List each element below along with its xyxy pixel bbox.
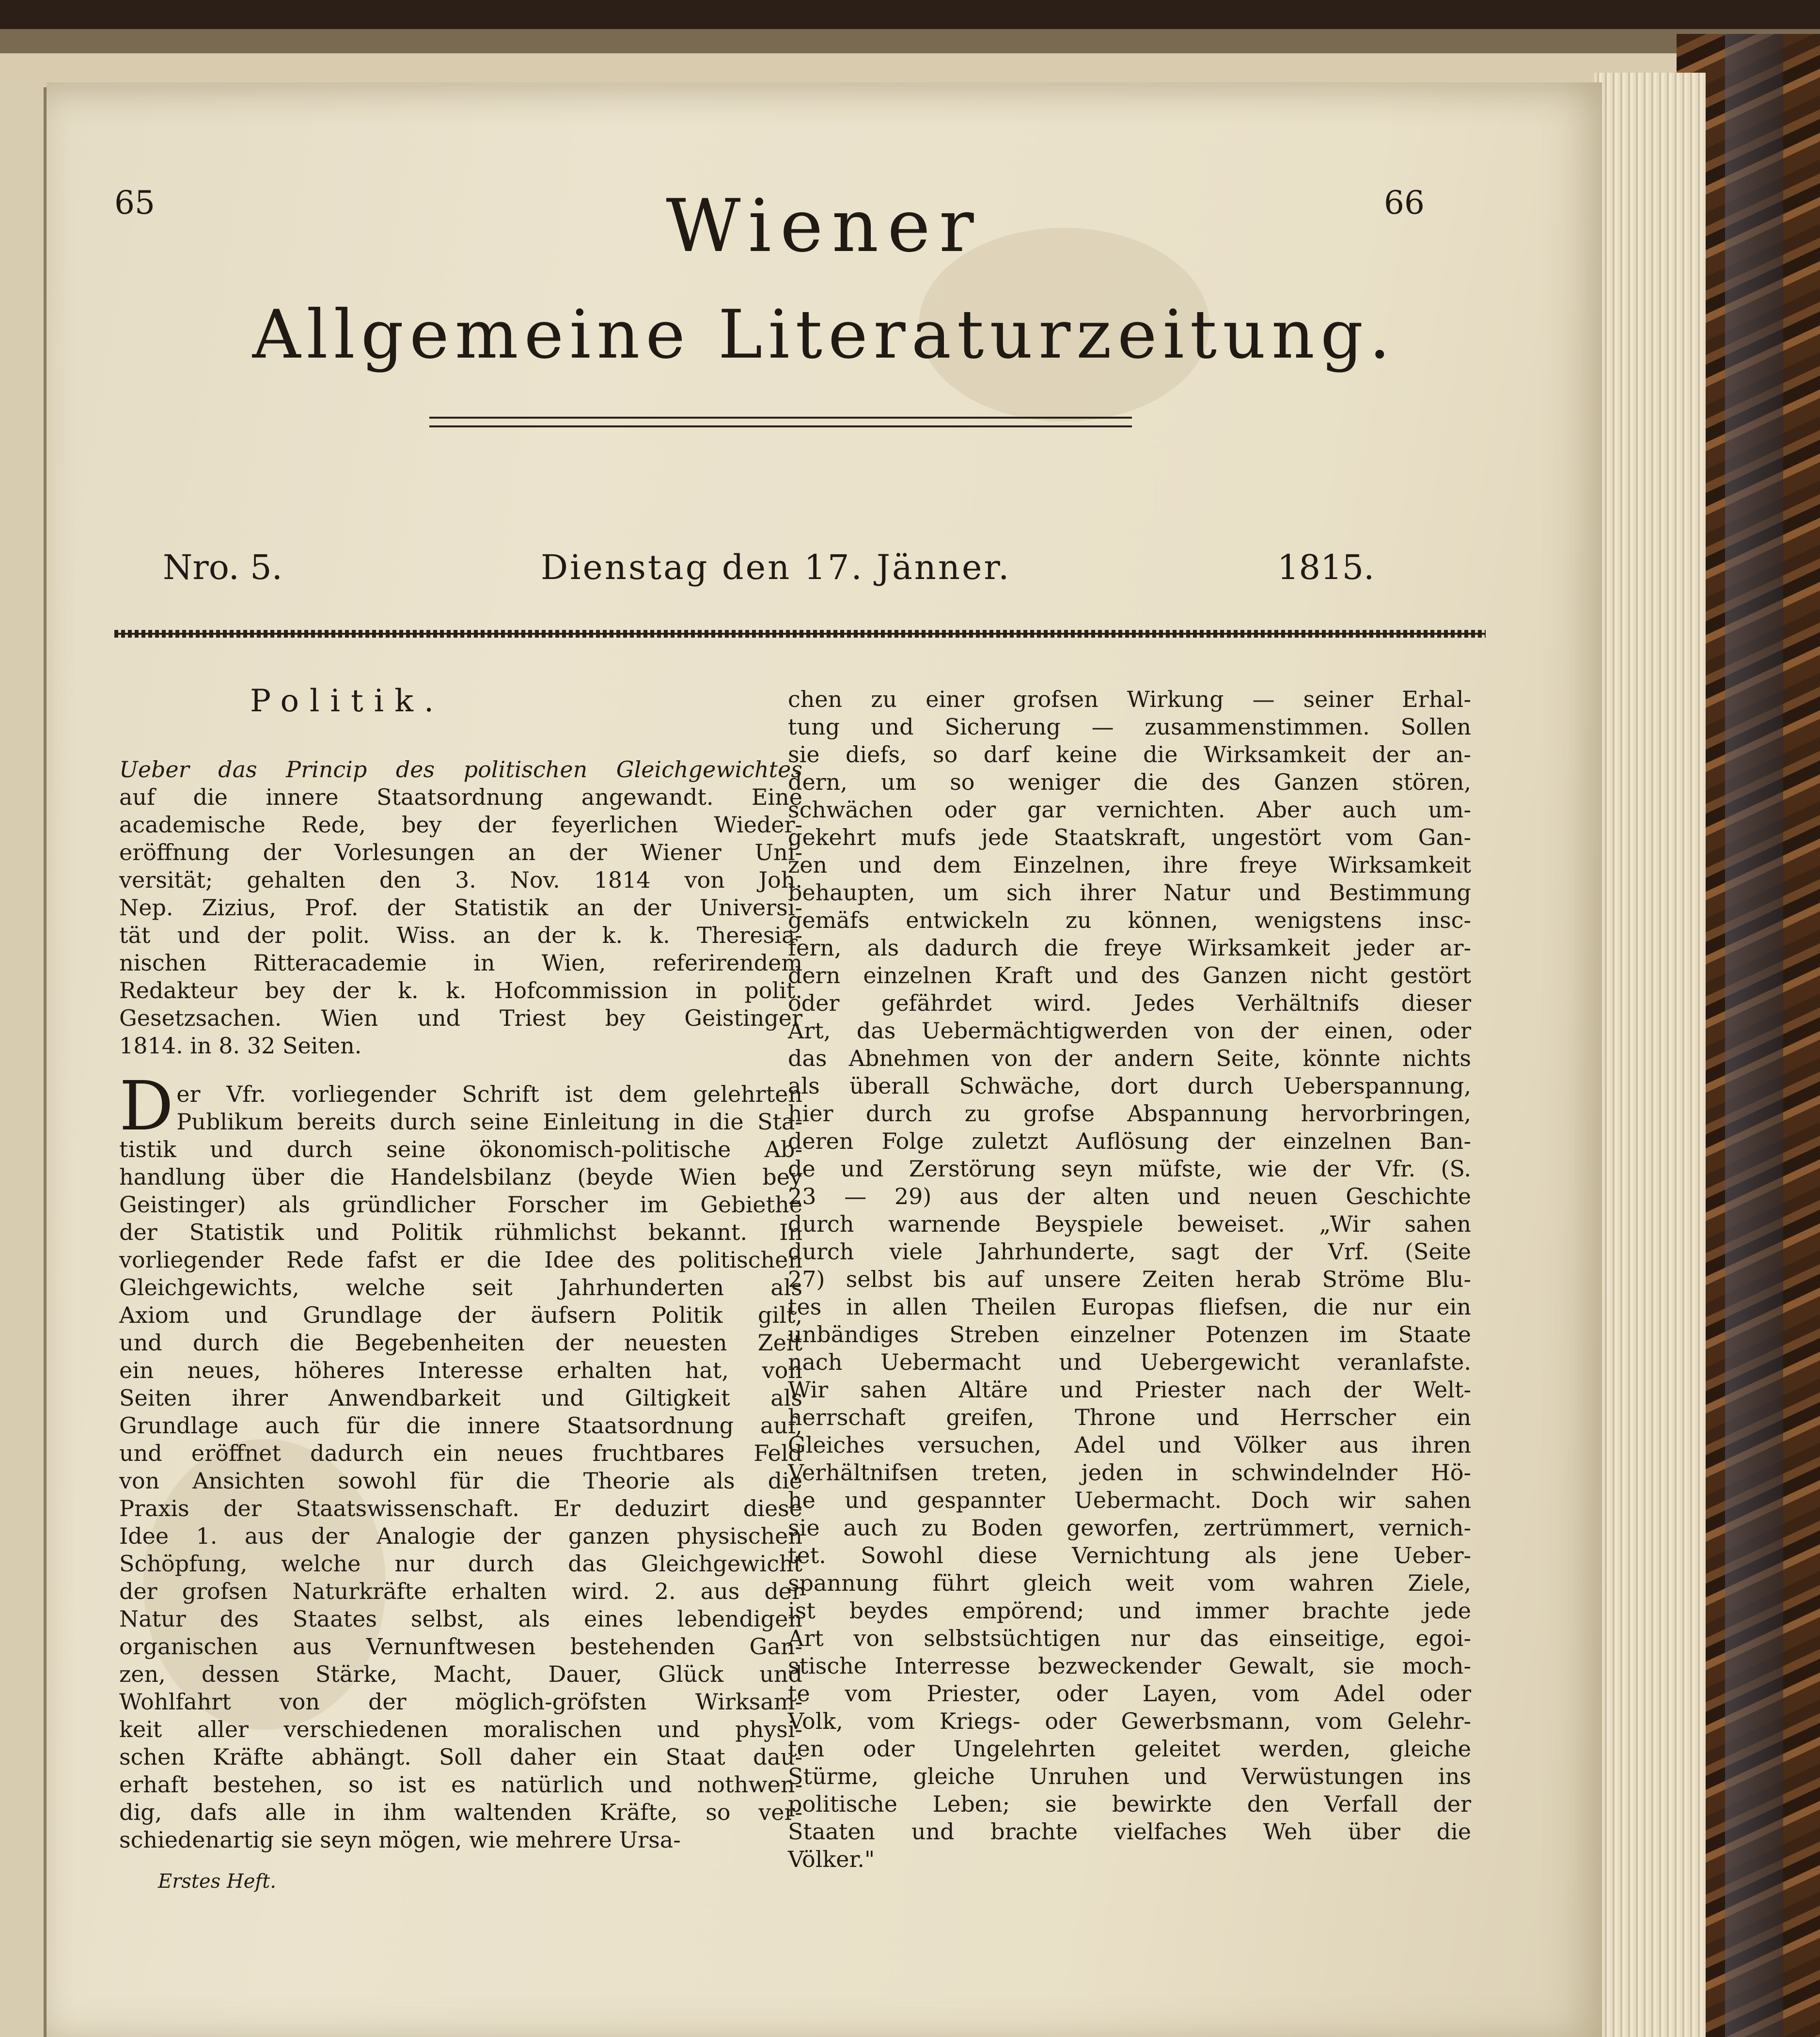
- text-line: zen, dessen Stärke, Macht, Dauer, Glück und: [119, 1661, 802, 1687]
- text-line: de und Zerstörung seyn müfste, wie der Vfr. (S.: [788, 1156, 1471, 1182]
- issue-year: 1815.: [1277, 548, 1375, 587]
- text-line: hier durch zu grofse Abspannung hervorbringen,: [788, 1100, 1471, 1127]
- text-line: ten oder Ungelehrten geleitet werden, gleiche: [788, 1736, 1471, 1762]
- text-line: Schöpfung, welche nur durch das Gleichgewicht: [119, 1551, 802, 1577]
- text-line: Gesetzsachen. Wien und Triest bey Geistinger: [119, 1005, 802, 1031]
- text-line: Nep. Zizius, Prof. der Statistik an der Universi-: [119, 894, 802, 921]
- text-line: dig, dafs alle in ihm waltenden Kräfte, so ver-: [119, 1799, 802, 1825]
- text-line: und durch die Begebenheiten der neuesten Zeit: [119, 1330, 802, 1356]
- masthead-subtitle: Allgemeine Literaturzeitung.: [252, 296, 1396, 374]
- text-line: handlung über die Handelsbilanz (beyde Wien bey: [119, 1164, 802, 1190]
- text-line: Verhältnifsen treten, jeden in schwindelnder Hö-: [788, 1459, 1471, 1486]
- text-line: Stürme, gleiche Unruhen und Verwüstungen ins: [788, 1763, 1471, 1789]
- text-line: unbändiges Streben einzelner Potenzen im Staate: [788, 1321, 1471, 1348]
- text-line: ist beydes empörend; und immer brachte jede: [788, 1598, 1471, 1624]
- text-line: behaupten, um sich ihrer Natur und Bestimmung: [788, 879, 1471, 906]
- text-line: te vom Priester, oder Layen, vom Adel oder: [788, 1680, 1471, 1707]
- text-line: deren Folge zuletzt Auflösung der einzelnen Ban-: [788, 1128, 1471, 1154]
- text-line: Volk, vom Kriegs- oder Gewerbsmann, vom Gelehr-: [788, 1708, 1471, 1734]
- text-line: dern, um so weniger die des Ganzen stören,: [788, 769, 1471, 795]
- text-line: fern, als dadurch die freye Wirksamkeit jeder ar-: [788, 935, 1471, 961]
- text-line: tes in allen Theilen Europas fliefsen, die nur ein: [788, 1294, 1471, 1320]
- text-line: gemäfs entwickeln zu können, wenigstens insc-: [788, 907, 1471, 933]
- review-citation: [119, 756, 802, 1060]
- text-line: Axiom und Grundlage der äufsern Politik gilt,: [119, 1302, 802, 1328]
- page-block-edges: [1594, 73, 1706, 2037]
- text-line: herrschaft greifen, Throne und Herrscher ein: [788, 1404, 1471, 1430]
- text-line: Staaten und brachte vielfaches Weh über die: [788, 1818, 1471, 1845]
- text-line: 1814. in 8. 32 Seiten.: [119, 1033, 362, 1059]
- text-line: vorliegender Rede fafst er die Idee des politischen: [119, 1247, 802, 1273]
- text-line: Publikum bereits durch seine Einleitung in die Sta-: [176, 1109, 802, 1135]
- text-line: als überall Schwäche, dort durch Ueberspannung,: [788, 1073, 1471, 1099]
- text-line: erhaft bestehen, so ist es natürlich und nothwen-: [119, 1771, 802, 1798]
- text-line: versität; gehalten den 3. Nov. 1814 von Joh.: [119, 867, 802, 893]
- text-line: Grundlage auch für die innere Staatsordnung auf,: [119, 1412, 802, 1439]
- text-line: schiedenartig sie seyn mögen, wie mehrere Ursa-: [119, 1827, 681, 1853]
- text-line: chen zu einer grofsen Wirkung — seiner Erhal-: [788, 686, 1471, 712]
- text-line: Redakteur bey der k. k. Hofcommission in polit.: [119, 977, 802, 1003]
- text-line: gekehrt mufs jede Staatskraft, ungestört vom Gan-: [788, 824, 1471, 850]
- text-line: der Statistik und Politik rühmlichst bekannt. In: [119, 1219, 802, 1245]
- text-line: tät und der polit. Wiss. an der k. k. Theresia-: [119, 922, 802, 948]
- text-line: das Abnehmen von der andern Seite, könnte nichts: [788, 1045, 1471, 1071]
- text-line: oder gefährdet wird. Jedes Verhältnifs dieser: [788, 990, 1471, 1016]
- left-column-body: [119, 1067, 802, 1854]
- text-line: Geistinger) als gründlicher Forscher im Gebiethe: [119, 1191, 802, 1218]
- left-page-margin: [0, 87, 47, 2037]
- text-line: 27) selbst bis auf unsere Zeiten herab Ströme Blu-: [788, 1266, 1471, 1292]
- issue-date: Dienstag den 17. Jänner.: [541, 548, 1011, 587]
- text-line: spannung führt gleich weit vom wahren Ziele,: [788, 1570, 1471, 1596]
- text-line: Praxis der Staatswissenschaft. Er deduzirt diese: [119, 1495, 802, 1521]
- signature-mark: Erstes Heft.: [158, 1870, 276, 1893]
- ornamental-rule: [114, 630, 1486, 638]
- text-line: Gleiches versuchen, Adel und Völker aus ihren: [788, 1432, 1471, 1458]
- text-line: schen Kräfte abhängt. Soll daher ein Staat dau-: [119, 1744, 802, 1770]
- text-line: zen und dem Einzelnen, ihre freye Wirksamkeit: [788, 852, 1471, 878]
- text-line: auf die innere Staatsordnung angewandt. Eine: [119, 784, 802, 810]
- section-heading: Politik.: [250, 683, 445, 719]
- text-line: schwächen oder gar vernichten. Aber auch um-: [788, 797, 1471, 823]
- text-line: der grofsen Naturkräfte erhalten wird. 2. aus der: [119, 1578, 802, 1604]
- text-line: nischen Ritteracademie in Wien, referirendem: [119, 950, 802, 976]
- text-line: Völker.": [788, 1846, 875, 1872]
- text-line: Seiten ihrer Anwendbarkeit und Giltigkeit als: [119, 1385, 802, 1411]
- text-line: dern einzelnen Kraft und des Ganzen nicht gestört: [788, 962, 1471, 988]
- text-line: nach Uebermacht und Uebergewicht veranlafste.: [788, 1349, 1471, 1375]
- masthead-title: Wiener: [666, 184, 983, 268]
- text-line: Ueber das Princip des politischen Gleichgewichtes: [119, 756, 802, 783]
- newspaper-page: [47, 82, 1602, 2037]
- issue-number: Nro. 5.: [163, 548, 282, 587]
- text-line: 23 — 29) aus der alten und neuen Geschichte: [788, 1183, 1471, 1209]
- masthead-rule: [429, 417, 1132, 427]
- text-line: Idee 1. aus der Analogie der ganzen physischen: [119, 1523, 802, 1549]
- text-line: stische Interresse bezweckender Gewalt, sie moch-: [788, 1653, 1471, 1679]
- page-number-left: 65: [114, 184, 155, 221]
- page-number-right: 66: [1384, 184, 1425, 221]
- text-line: durch viele Jahrhunderte, sagt der Vrf. (Seite: [788, 1238, 1471, 1265]
- text-line: und eröffnet dadurch ein neues fruchtbares Feld: [119, 1440, 802, 1466]
- right-column-body: [788, 686, 1471, 1873]
- text-line: he und gespannter Uebermacht. Doch wir sahen: [788, 1487, 1471, 1513]
- text-line: von Ansichten sowohl für die Theorie als die: [119, 1468, 802, 1494]
- text-line: keit aller verschiedenen moralischen und physi-: [119, 1716, 802, 1742]
- text-line: tistik und durch seine ökonomisch-politische Ab-: [119, 1136, 802, 1162]
- text-line: organischen aus Vernunftwesen bestehenden Gan-: [119, 1633, 802, 1660]
- text-line: tet. Sowohl diese Vernichtung als jene Ueber-: [788, 1542, 1471, 1568]
- text-line: Art, das Uebermächtigwerden von der einen, oder: [788, 1018, 1471, 1044]
- text-line: eröffnung der Vorlesungen an der Wiener Uni-: [119, 839, 802, 865]
- text-line: durch warnende Beyspiele beweiset. „Wir sahen: [788, 1211, 1471, 1237]
- text-line: ein neues, höheres Interesse erhalten hat, von: [119, 1357, 802, 1383]
- text-line: er Vfr. vorliegender Schrift ist dem gelehrten: [176, 1081, 802, 1107]
- text-line: Wohlfahrt von der möglich-gröfsten Wirksam-: [119, 1689, 802, 1715]
- drop-cap: D: [119, 1067, 174, 1146]
- text-line: Natur des Staates selbst, als eines lebendigen: [119, 1606, 802, 1632]
- text-line: politische Leben; sie bewirkte den Verfall der: [788, 1791, 1471, 1817]
- text-line: Gleichgewichts, welche seit Jahrhunderten als: [119, 1274, 802, 1301]
- text-line: Wir sahen Altäre und Priester nach der Welt-: [788, 1377, 1471, 1403]
- text-line: academische Rede, bey der feyerlichen Wieder-: [119, 812, 802, 838]
- binding-spine-edge: [1725, 34, 1783, 2037]
- text-line: sie diefs, so darf keine die Wirksamkeit der an-: [788, 741, 1471, 768]
- text-line: Art von selbstsüchtigen nur das einseitige, egoi-: [788, 1625, 1471, 1651]
- text-line: sie auch zu Boden geworfen, zertrümmert, vernich-: [788, 1515, 1471, 1541]
- text-line: tung und Sicherung — zusammenstimmen. Sollen: [788, 714, 1471, 740]
